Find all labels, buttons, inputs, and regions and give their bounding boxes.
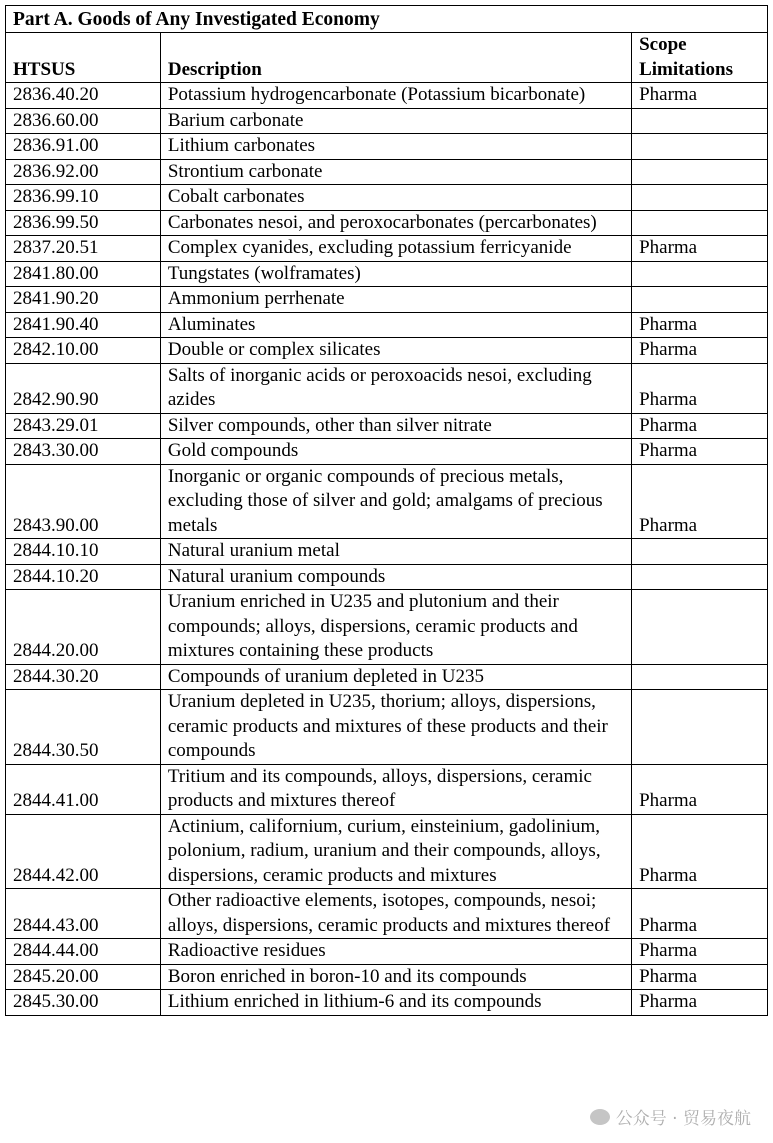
description-cell: Tungstates (wolframates)	[160, 261, 631, 287]
scope-limitation-cell	[632, 564, 768, 590]
table-row	[6, 564, 768, 590]
table-row	[6, 338, 768, 364]
description-cell: Barium carbonate	[160, 108, 631, 134]
htsus-table	[5, 5, 768, 1016]
table-row	[6, 964, 768, 990]
htsus-code: 2841.90.20	[6, 287, 161, 313]
scope-limitation-cell: Pharma	[632, 939, 768, 965]
htsus-code: 2836.91.00	[6, 134, 161, 160]
htsus-code: 2837.20.51	[6, 236, 161, 262]
description-cell: Cobalt carbonates	[160, 185, 631, 211]
header-scope-limitations: Scope Limitations	[632, 33, 768, 83]
htsus-code: 2836.60.00	[6, 108, 161, 134]
scope-limitation-cell: Pharma	[632, 338, 768, 364]
htsus-code: 2843.29.01	[6, 413, 161, 439]
htsus-code: 2842.10.00	[6, 338, 161, 364]
description-cell: Strontium carbonate	[160, 159, 631, 185]
description-cell: Tritium and its compounds, alloys, dispersions, ceramic products and mixtures thereof	[160, 764, 631, 814]
htsus-code: 2844.30.20	[6, 664, 161, 690]
table-title: Part A. Goods of Any Investigated Economy	[6, 6, 768, 33]
scope-limitation-cell	[632, 108, 768, 134]
table-row	[6, 664, 768, 690]
scope-limitation-cell: Pharma	[632, 990, 768, 1016]
scope-limitation-cell	[632, 210, 768, 236]
scope-limitation-cell	[632, 690, 768, 765]
description-cell: Other radioactive elements, isotopes, compounds, nesoi; alloys, dispersions, ceramic products and mixtures thereof	[160, 889, 631, 939]
htsus-code: 2836.99.10	[6, 185, 161, 211]
description-cell: Uranium enriched in U235 and plutonium and their compounds; alloys, dispersions, ceramic products and mixtures containing these products	[160, 590, 631, 665]
scope-limitation-cell: Pharma	[632, 889, 768, 939]
table-row	[6, 690, 768, 765]
table-row	[6, 108, 768, 134]
table-row	[6, 939, 768, 965]
description-cell: Carbonates nesoi, and peroxocarbonates (percarbonates)	[160, 210, 631, 236]
table-row	[6, 889, 768, 939]
table-row	[6, 990, 768, 1016]
table-row	[6, 287, 768, 313]
description-cell: Ammonium perrhenate	[160, 287, 631, 313]
scope-limitation-cell: Pharma	[632, 413, 768, 439]
scope-limitation-cell: Pharma	[632, 814, 768, 889]
htsus-code: 2841.80.00	[6, 261, 161, 287]
htsus-code: 2836.92.00	[6, 159, 161, 185]
description-cell: Double or complex silicates	[160, 338, 631, 364]
table-row	[6, 236, 768, 262]
htsus-code: 2843.90.00	[6, 464, 161, 539]
description-cell: Lithium enriched in lithium-6 and its compounds	[160, 990, 631, 1016]
scope-limitation-cell	[632, 185, 768, 211]
scope-limitation-cell: Pharma	[632, 764, 768, 814]
wechat-icon	[590, 1109, 610, 1125]
description-cell: Lithium carbonates	[160, 134, 631, 160]
column-header-row	[6, 33, 768, 83]
description-cell: Uranium depleted in U235, thorium; alloys, dispersions, ceramic products and mixtures of these products and their compounds	[160, 690, 631, 765]
htsus-code: 2844.20.00	[6, 590, 161, 665]
header-description: Description	[160, 33, 631, 83]
table-row	[6, 83, 768, 109]
htsus-code: 2836.40.20	[6, 83, 161, 109]
htsus-code: 2845.20.00	[6, 964, 161, 990]
description-cell: Aluminates	[160, 312, 631, 338]
htsus-code: 2844.43.00	[6, 889, 161, 939]
scope-limitation-cell: Pharma	[632, 964, 768, 990]
table-title-row	[6, 6, 768, 33]
htsus-code: 2843.30.00	[6, 439, 161, 465]
scope-limitation-cell	[632, 539, 768, 565]
scope-limitation-cell	[632, 134, 768, 160]
description-cell: Complex cyanides, excluding potassium ferricyanide	[160, 236, 631, 262]
table-row	[6, 210, 768, 236]
table-row	[6, 134, 768, 160]
table-row	[6, 159, 768, 185]
table-row	[6, 590, 768, 665]
table-row	[6, 261, 768, 287]
htsus-code: 2844.41.00	[6, 764, 161, 814]
table-row	[6, 464, 768, 539]
htsus-code: 2844.42.00	[6, 814, 161, 889]
scope-limitation-cell: Pharma	[632, 363, 768, 413]
table-row	[6, 539, 768, 565]
scope-limitation-cell: Pharma	[632, 439, 768, 465]
description-cell: Gold compounds	[160, 439, 631, 465]
description-cell: Actinium, californium, curium, einsteinium, gadolinium, polonium, radium, uranium and their compounds, alloys, dispersions, ceramic products and mixtures	[160, 814, 631, 889]
htsus-code: 2836.99.50	[6, 210, 161, 236]
scope-limitation-cell: Pharma	[632, 236, 768, 262]
table-row	[6, 413, 768, 439]
watermark-text: 公众号 · 贸易夜航	[615, 1109, 751, 1129]
description-cell: Potassium hydrogencarbonate (Potassium bicarbonate)	[160, 83, 631, 109]
table-row	[6, 764, 768, 814]
htsus-code: 2844.44.00	[6, 939, 161, 965]
description-cell: Inorganic or organic compounds of precious metals, excluding those of silver and gold; amalgams of precious metals	[160, 464, 631, 539]
htsus-code: 2841.90.40	[6, 312, 161, 338]
description-cell: Radioactive residues	[160, 939, 631, 965]
table-row	[6, 312, 768, 338]
table-row	[6, 363, 768, 413]
description-cell: Boron enriched in boron-10 and its compounds	[160, 964, 631, 990]
header-htsus: HTSUS	[6, 33, 161, 83]
description-cell: Silver compounds, other than silver nitrate	[160, 413, 631, 439]
watermark	[590, 1104, 751, 1129]
scope-limitation-cell: Pharma	[632, 312, 768, 338]
description-cell: Natural uranium compounds	[160, 564, 631, 590]
scope-limitation-cell	[632, 159, 768, 185]
table-row	[6, 439, 768, 465]
scope-limitation-cell: Pharma	[632, 464, 768, 539]
scope-limitation-cell	[632, 664, 768, 690]
htsus-code: 2844.30.50	[6, 690, 161, 765]
table-row	[6, 814, 768, 889]
htsus-code: 2845.30.00	[6, 990, 161, 1016]
description-cell: Salts of inorganic acids or peroxoacids nesoi, excluding azides	[160, 363, 631, 413]
scope-limitation-cell	[632, 590, 768, 665]
htsus-code: 2842.90.90	[6, 363, 161, 413]
description-cell: Compounds of uranium depleted in U235	[160, 664, 631, 690]
htsus-code: 2844.10.10	[6, 539, 161, 565]
scope-limitation-cell: Pharma	[632, 83, 768, 109]
description-cell: Natural uranium metal	[160, 539, 631, 565]
scope-limitation-cell	[632, 287, 768, 313]
table-row	[6, 185, 768, 211]
htsus-code: 2844.10.20	[6, 564, 161, 590]
scope-limitation-cell	[632, 261, 768, 287]
